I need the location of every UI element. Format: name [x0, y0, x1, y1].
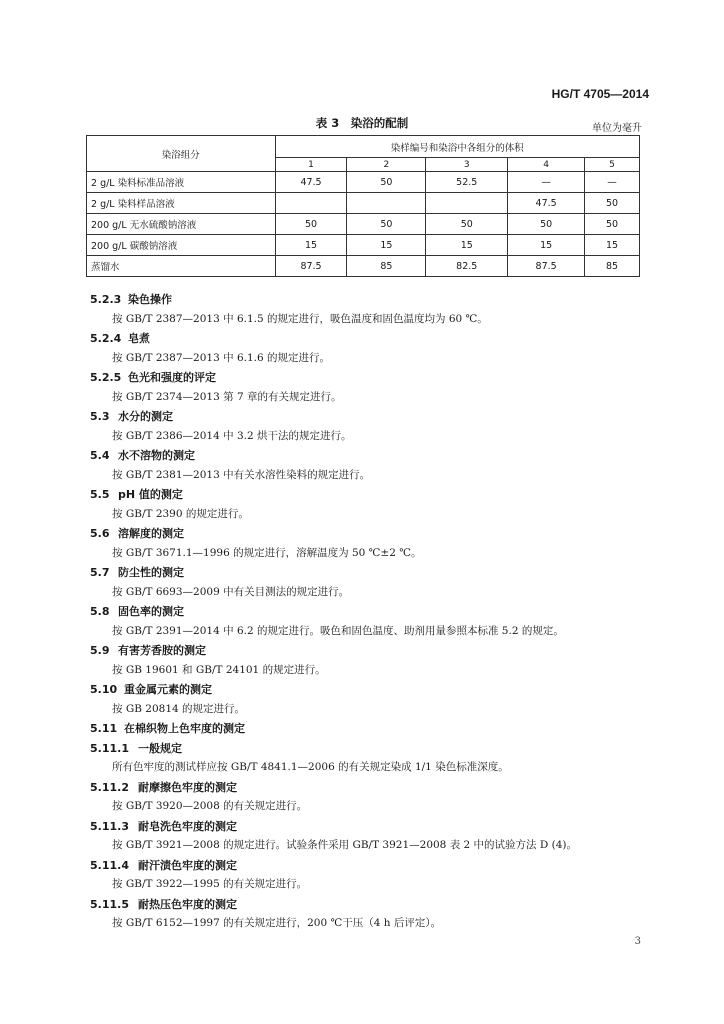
- section-number: 5.11: [90, 722, 118, 735]
- section-text: 按 GB/T 2391—2014 中 6.2 的规定进行。吸色和固色温度、助剂用量参照本标准 5.2 的规定。: [112, 624, 564, 637]
- section-number: 5.2.4: [90, 332, 122, 345]
- section-heading: [90, 895, 650, 915]
- section-text: 按 GB/T 2381—2013 中有关水溶性染料的规定进行。: [112, 468, 371, 481]
- table-cell: [426, 193, 508, 214]
- table-cell: 50: [585, 193, 640, 214]
- section-title: 水分的测定: [118, 410, 173, 423]
- row-label: 2 g/L 染料样品溶液: [87, 193, 276, 214]
- section-title: 固色率的测定: [118, 605, 184, 618]
- table-cell: 52.5: [426, 172, 508, 193]
- row-label: 蒸馏水: [87, 256, 276, 277]
- table-cell: 50: [275, 214, 347, 235]
- table-cell: 50: [347, 172, 426, 193]
- section-heading: [90, 329, 650, 349]
- section-text: 按 GB/T 3921—2008 的规定进行。试验条件采用 GB/T 3921—2008 表 2 中的试验方法 D (4)。: [112, 839, 578, 851]
- section-title: 色光和强度的评定: [128, 371, 216, 384]
- section-title: 水不溶物的测定: [118, 449, 195, 462]
- section-heading: [90, 641, 650, 661]
- table-row: [87, 193, 640, 214]
- table-cell: —: [585, 172, 640, 193]
- table-cell: 15: [585, 235, 640, 256]
- section-text: 按 GB/T 2374—2013 第 7 章的有关规定进行。: [112, 390, 342, 403]
- section-number: 5.11.4: [90, 858, 129, 872]
- section-heading: [90, 563, 650, 583]
- section-text: 按 GB/T 2387—2013 中 6.1.6 的规定进行。: [112, 351, 330, 364]
- document-body: [90, 290, 650, 934]
- row-label: 200 g/L 无水硫酸钠溶液: [87, 214, 276, 235]
- section-heading: [90, 446, 650, 466]
- section-heading: [90, 778, 650, 798]
- table-cell: 15: [426, 235, 508, 256]
- section-text: 按 GB/T 3671.1—1996 的规定进行，溶解温度为 50 ℃±2 ℃。: [112, 546, 422, 559]
- section-number: 5.4: [90, 449, 110, 462]
- table-cell: 87.5: [275, 256, 347, 277]
- section-title: 溶解度的测定: [118, 527, 184, 540]
- table-cell: 15: [508, 235, 585, 256]
- table-cell: 85: [347, 256, 426, 277]
- section-title: 耐皂洗色牢度的测定: [138, 819, 237, 833]
- column-header: 3: [426, 158, 508, 172]
- table-cell: 15: [275, 235, 347, 256]
- section-heading: [90, 407, 650, 427]
- section-text: 按 GB/T 2390 的规定进行。: [112, 507, 249, 520]
- column-header: 2: [347, 158, 426, 172]
- column-header: 4: [508, 158, 585, 172]
- dye-bath-table: [86, 135, 640, 277]
- table-row: [87, 256, 640, 277]
- standard-code: HG/T 4705—2014: [551, 87, 649, 101]
- section-title: 防尘性的测定: [118, 566, 184, 579]
- table-row: [87, 235, 640, 256]
- section-title: 重金属元素的测定: [124, 683, 212, 696]
- table-title: 表 3 染浴的配制: [315, 116, 409, 130]
- section-heading: [90, 680, 650, 700]
- section-title: 皂煮: [128, 332, 150, 345]
- table-cell: 47.5: [275, 172, 347, 193]
- section-text: 按 GB/T 3920—2008 的有关规定进行。: [112, 800, 308, 812]
- section-text: 按 GB/T 2387—2013 中 6.1.5 的规定进行，吸色温度和固色温度均为 60 ℃。: [112, 312, 488, 325]
- row-label: 200 g/L 碳酸钠溶液: [87, 235, 276, 256]
- section-heading: [90, 290, 650, 310]
- table-cell: 50: [585, 214, 640, 235]
- row-header: 染浴组分: [87, 136, 276, 172]
- table-row: [87, 214, 640, 235]
- section-text: 按 GB/T 3922—1995 的有关规定进行。: [112, 878, 308, 890]
- section-title: 一般规定: [138, 741, 182, 755]
- section-title: 耐摩擦色牢度的测定: [138, 780, 237, 794]
- section-heading: [90, 368, 650, 388]
- section-title: 在棉织物上色牢度的测定: [124, 722, 245, 735]
- section-text: 按 GB 20814 的规定进行。: [112, 702, 246, 715]
- section-number: 5.2.5: [90, 371, 122, 384]
- section-text: 按 GB/T 6152—1997 的有关规定进行，200 ℃干压（4 h 后评定）。: [112, 917, 442, 929]
- section-number: 5.11.5: [90, 897, 129, 911]
- table-cell: 50: [426, 214, 508, 235]
- section-text: 按 GB/T 2386—2014 中 3.2 烘干法的规定进行。: [112, 429, 352, 442]
- section-heading: [90, 719, 650, 739]
- page-number: 3: [634, 936, 641, 947]
- section-title: 有害芳香胺的测定: [118, 644, 206, 657]
- section-heading: [90, 485, 650, 505]
- table-cell: [347, 193, 426, 214]
- section-number: 5.3: [90, 410, 110, 423]
- section-title: 染色操作: [128, 293, 172, 306]
- table-cell: —: [508, 172, 585, 193]
- section-heading: [90, 739, 650, 759]
- section-number: 5.2.3: [90, 293, 122, 306]
- column-header: 5: [585, 158, 640, 172]
- table-cell: 82.5: [426, 256, 508, 277]
- section-heading: [90, 524, 650, 544]
- section-text: 按 GB/T 6693—2009 中有关目测法的规定进行。: [112, 585, 350, 598]
- section-heading: [90, 856, 650, 876]
- section-text: 所有色牢度的测试样应按 GB/T 4841.1—2006 的有关规定染成 1/1 染色标准深度。: [112, 761, 509, 773]
- table-row: [87, 172, 640, 193]
- section-text: 按 GB 19601 和 GB/T 24101 的规定进行。: [112, 663, 326, 676]
- table-cell: 87.5: [508, 256, 585, 277]
- section-number: 5.11.1: [90, 741, 129, 755]
- section-number: 5.6: [90, 527, 110, 540]
- column-header: 1: [275, 158, 347, 172]
- section-title: pH 值的测定: [118, 488, 183, 501]
- section-number: 5.9: [90, 644, 110, 657]
- section-title: 耐汗渍色牢度的测定: [138, 858, 237, 872]
- table-cell: 50: [347, 214, 426, 235]
- section-number: 5.7: [90, 566, 110, 579]
- section-heading: [90, 602, 650, 622]
- table-cell: [275, 193, 347, 214]
- section-number: 5.10: [90, 683, 118, 696]
- section-number: 5.5: [90, 488, 110, 501]
- section-number: 5.11.3: [90, 819, 129, 833]
- row-label: 2 g/L 染料标准品溶液: [87, 172, 276, 193]
- group-header: 染样编号和染浴中各组分的体积: [275, 136, 639, 158]
- section-number: 5.11.2: [90, 780, 129, 794]
- section-title: 耐热压色牢度的测定: [138, 897, 237, 911]
- table-cell: 15: [347, 235, 426, 256]
- section-heading: [90, 817, 650, 837]
- table-unit: 单位为毫升: [592, 123, 642, 134]
- table-cell: 85: [585, 256, 640, 277]
- section-number: 5.8: [90, 605, 110, 618]
- table-cell: 50: [508, 214, 585, 235]
- table-cell: 47.5: [508, 193, 585, 214]
